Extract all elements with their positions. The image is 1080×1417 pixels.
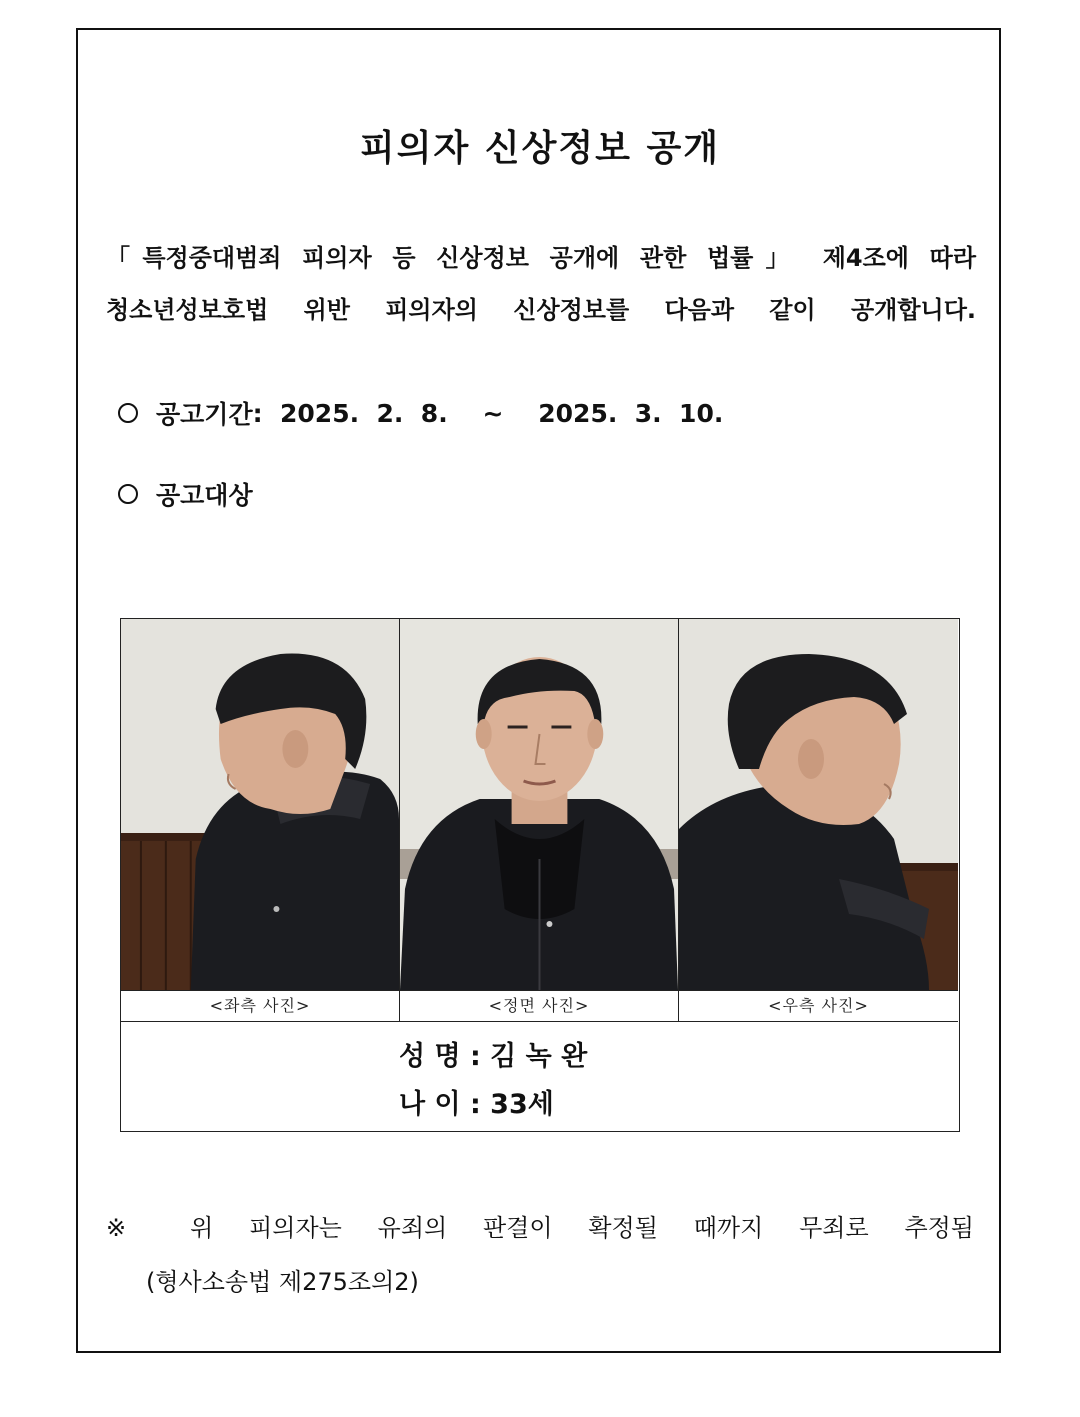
age-row: 나 이 : 33세 xyxy=(399,1089,554,1120)
photo-captions xyxy=(121,990,958,1022)
notice-target xyxy=(118,476,253,512)
notice-target-label: 공고대상 xyxy=(156,481,253,510)
presumption-note: ※ 위 피의자는 유죄의 판결이 확정될 때까지 무죄로 추정됨 xyxy=(106,1214,974,1242)
caption-left: <좌측 사진> xyxy=(121,991,400,1021)
notice-period-value: : 2025. 2. 8. ~ 2025. 3. 10. xyxy=(252,398,724,428)
notice-period-label: 공고기간 xyxy=(156,400,253,429)
person-info xyxy=(121,1022,958,1130)
circle-bullet-icon xyxy=(118,484,138,504)
intro-line-2: 청소년성보호법 위반 피의자의 신상정보를 다음과 같이 공개합니다. xyxy=(106,296,976,324)
notice-period xyxy=(118,395,723,431)
photo-row xyxy=(121,619,958,990)
name-row: 성 명 : 김 녹 완 xyxy=(399,1041,588,1072)
presumption-note-citation: (형사소송법 제275조의2) xyxy=(146,1268,419,1296)
circle-bullet-icon xyxy=(118,403,138,423)
left-profile-photo xyxy=(121,619,400,990)
caption-front: <정면 사진> xyxy=(400,991,679,1021)
suspect-photo-table xyxy=(120,618,960,1132)
intro-line-1: 「특정중대범죄 피의자 등 신상정보 공개에 관한 법률」 제4조에 따라 xyxy=(106,244,976,272)
page-title: 피의자 신상정보 공개 xyxy=(359,128,721,169)
caption-right: <우측 사진> xyxy=(768,996,869,1015)
front-photo xyxy=(400,619,679,990)
right-profile-photo xyxy=(679,619,958,990)
